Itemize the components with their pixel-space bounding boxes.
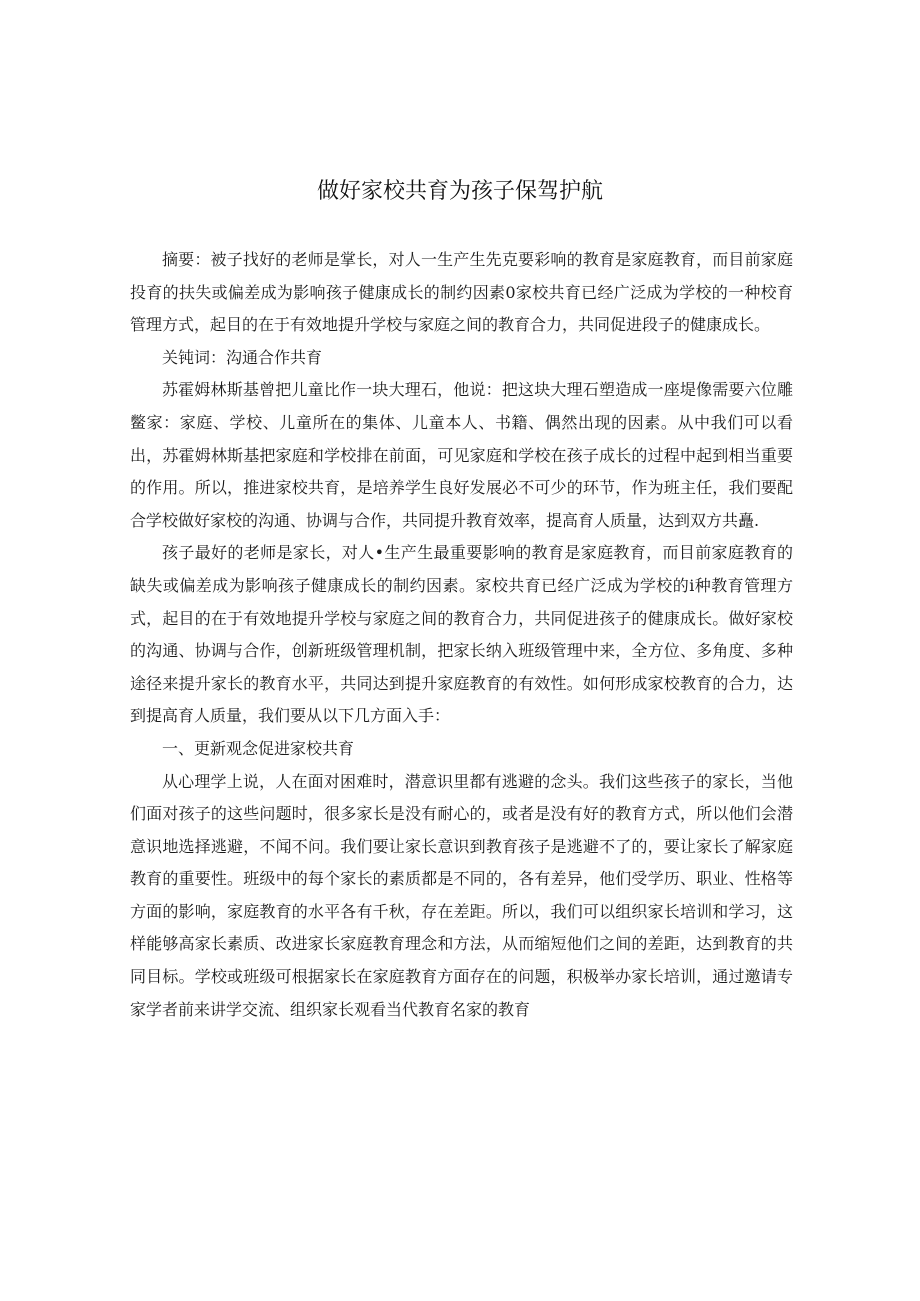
body-paragraph: 孩子最好的老师是家长，对人•生产生最重要影响的教育是家庭教育，而目前家庭教育的缺失或偏差成为影响孩子健康成长的制约因素。家校共育已经广泛成为学校的i种教育管理方式，起目的在于有效地提升学校与家庭之间的教育合力，共同促进孩子的健康成长。做好家校的沟通、协调与合作，创新班级管理机制，把家长纳入班级管理中来，全方位、多角度、多种途径来提升家长的教育水平，共同达到提升家庭教育的有效性。如何形成家校教育的合力，达到提高育人质量，我们要从以下几方面入手： (130, 543, 793, 726)
body-paragraph: 苏霍姆林斯基曾把儿童比作一块大理石，他说：把这块大理石塑造成一座堤像需要六位雕鳖家：家庭、学校、儿童所在的集体、儿童本人、书籍、偶然出现的因素。从中我们可以看出，苏霍姆林斯基把家庭和学校排在前面，可见家庭和学校在孩子成长的过程中起到相当重要的作用。所以，推进家校共育，是培养学生良好发展必不可少的环节，作为班主任，我们要配合学校做好家校的沟通、协调与合作，共同提升教育效率，提高育人质量，达到双方共矗. (130, 380, 793, 530)
body-paragraph: 从心理学上说，人在面对困难时，潜意识里都有逃避的念头。我们这些孩子的家长，当他们面对孩子的这些问题时，很多家长是没有耐心的，或者是没有好的教育方式，所以他们会潜意识地选择逃避，不闻不问。我们要让家长意识到教育孩子是逃避不了的，要让家长了解家庭教育的重要性。班级中的每个家长的素质都是不同的，各有差异，他们受学历、职业、性格等方面的影响，家庭教育的水平各有千秋，存在差距。所以，我们可以组织家长培训和学习，这样能够高家长素质、改进家长家庭教育理念和方法，从而缩短他们之间的差距，达到教育的共同目标。学校或班级可根据家长在家庭教育方面存在的问题，积极举办家长培训，通过邀请专家学者前来讲学交流、组织家长观看当代教育名家的教育 (130, 771, 793, 1019)
section-heading: 一、更新观念促进家校共育 (162, 738, 355, 758)
document-body (130, 244, 793, 1026)
keywords-paragraph: 关钝词：沟通合作共育 (162, 347, 323, 367)
abstract-paragraph: 摘要：被子找好的老师是掌长，对人一生产生先克要彩响的教育是家庭教育，而目前家庭投育的扶失或偏差成为影响孩子健康成长的制约因素0家校共育已经广泛成为学校的一种校育管理方式，起目的在于有效地提升学校与家庭之间的教育合力，共同促进段子的健康成长。 (130, 250, 793, 335)
document-title: 做好家校共育为孩子保驾护航 (316, 179, 603, 204)
